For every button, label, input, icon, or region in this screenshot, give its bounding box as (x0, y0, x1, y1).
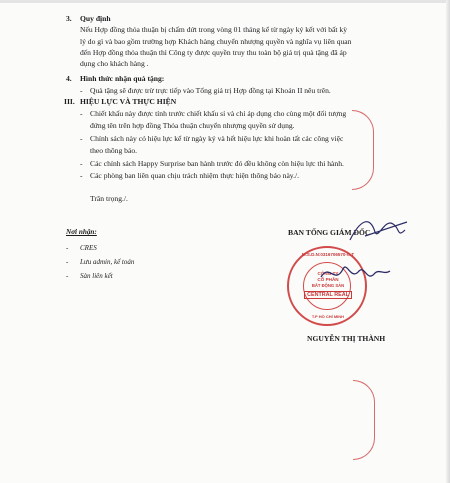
stamp-line: BẤT ĐỘNG SẢN (311, 283, 345, 288)
bullet-dash: - (66, 272, 69, 280)
paragraph-line: dụng cho khách hàng . (80, 59, 149, 68)
bullet-dash: - (66, 244, 69, 252)
stamp-line: CÔNG TY (317, 271, 339, 276)
bullet-text: Các phòng ban liên quan chịu trách nhiệm thực hiện thông báo này./. (90, 171, 300, 180)
page-right-edge (446, 0, 450, 483)
handwritten-signature (315, 255, 395, 295)
bullet-text: Chính sách này có hiệu lực kể từ ngày ký và hết hiệu lực khi hoàn tất các công việc (90, 134, 344, 143)
page-top-edge (0, 0, 450, 3)
bullet-dash: - (80, 159, 83, 168)
bullet-text: Quà tặng sẽ được trừ trực tiếp vào Tổng giá trị Hợp đồng tại Khoản II nêu trên. (90, 86, 331, 95)
stamp-side-arc (353, 380, 375, 460)
section-number: 4. (66, 74, 72, 83)
paragraph-line: lý do gì và bao gồm trường hợp Khách hàng chuyển nhượng quyền và nghĩa vụ liên quan (80, 37, 352, 46)
bullet-dash: - (80, 134, 83, 143)
bullet-dash: - (80, 109, 83, 118)
stamp-line: CỔ PHẦN (317, 277, 339, 282)
section-number: 3. (66, 14, 72, 23)
recipient-item: Sàn liên kết (80, 272, 113, 280)
signature-title: BAN TỔNG GIÁM ĐỐC (288, 228, 371, 237)
bullet-text: Chiết khấu này được tính trước chiết khấu sỉ và chỉ áp dụng cho cùng một đối tượng (90, 109, 347, 118)
bullet-dash: - (80, 171, 83, 180)
section-title: Hình thức nhận quà tặng: (80, 74, 165, 83)
bullet-text: Các chính sách Happy Surprise ban hành trước đó đều không còn hiệu lực thi hành. (90, 159, 344, 168)
bullet-text: đứng tên trên hợp đồng Thỏa thuận chuyển nhượng quyền sử dụng. (90, 121, 295, 130)
closing-text: Trân trọng./. (90, 194, 128, 203)
section-number: III. (64, 97, 75, 106)
stamp-brand: CENTRAL REAL (304, 291, 352, 299)
section-title: Quy định (80, 14, 111, 23)
stamp-side-arc (352, 110, 374, 190)
initial-signature (345, 210, 415, 250)
bullet-dash: - (80, 86, 83, 95)
bullet-text: theo thông báo. (90, 146, 138, 155)
stamp-code: M.S.D.N:0316706570-C.T (301, 252, 355, 257)
signer-name: NGUYỄN THỊ THÀNH (307, 334, 386, 343)
stamp-city: T.P HỒ CHÍ MINH (311, 314, 345, 319)
recipient-item: CRES (80, 244, 97, 252)
section-title: HIỆU LỰC VÀ THỰC HIỆN (80, 97, 177, 106)
paragraph-line: Nếu Hợp đồng thỏa thuận bị chấm dứt trong vòng 01 tháng kể từ ngày ký kết với bất kỳ (80, 25, 348, 34)
recipient-item: Lưu admin, kế toán (80, 258, 135, 266)
paragraph-line: đến Hợp đồng thỏa thuận thì Công ty được quyền truy thu toàn bộ giá trị quà tặng đã áp (80, 48, 347, 57)
recipients-title: Nơi nhận: (66, 228, 97, 236)
bullet-dash: - (66, 258, 69, 266)
